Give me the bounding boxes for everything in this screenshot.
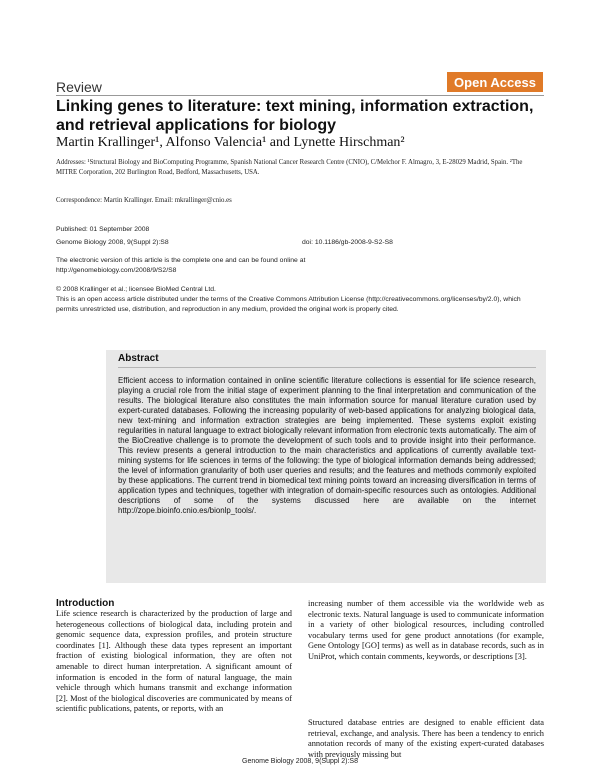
- section-label: Review: [56, 79, 102, 95]
- body-column-2-paragraph-2: Structured database entries are designed to enable efficient data retrieval, exchange, and analysis. There has been a tendency to enrich annotation records of many of the existing expert-curated databases with previously missing but: [308, 718, 544, 759]
- page-footer: Genome Biology 2008, 9(Suppl 2):S8: [242, 758, 358, 765]
- published-date: Published: 01 September 2008: [56, 226, 150, 233]
- article-title: Linking genes to literature: text mining, information extraction, and retrieval applications for biology: [56, 98, 534, 134]
- author-list: Martin Krallinger¹, Alfonso Valencia¹ and Lynette Hirschman²: [56, 135, 405, 150]
- license-text: This is an open access article distributed under the terms of the Creative Commons Attribution License (http://creativecommons.org/licenses/by/2.0), which permits unrestricted use, distribution, and reproduction in any medium, provided the original work is properly cited.: [56, 296, 521, 313]
- header-divider: [56, 95, 544, 96]
- body-column-1: Life science research is characterized by the production of large and heterogeneous collections of biological data, including protein and genomic sequence data, expression profiles, and protein structure coordinates [1]. Although these data types represent an important fraction of existing biological information, they are often not amenable to direct human interpretation. A significant amount of information is encoded in the form of natural language, the main vehicle through which humans transmit and exchange information [2]. Most of the biological discoveries are communicated by means of scientific publications, patents, or reports, with an: [56, 609, 292, 714]
- introduction-heading: Introduction: [56, 598, 115, 609]
- citation: Genome Biology 2008, 9(Suppl 2):S8: [56, 239, 169, 246]
- body-column-2-paragraph-1: increasing number of them accessible via the worldwide web as electronic texts. Natural language is used to communicate information in a variety of other biological resources, including controlled vocabulary terms used for gene product annotations (for example, Gene Ontology [GO] terms) as well as in database records, such as in UniProt, which contain comments, keywords, or descriptions [3].: [308, 599, 544, 661]
- abstract-text: Efficient access to information contained in online scientific literature collections is essential for life science research, playing a crucial role from the initial stage of experiment planning to the final interpretation and communication of the results. The biological literature also constitutes the main information source for manual literature curation used by expert-curated databases. Following the increasing popularity of web-based applications for analyzing biological data, new text-mining and information extraction strategies are being implemented. These systems exploit existing regularities in natural language to extract biologically relevant information from electronic texts automatically. The aim of the BioCreative challenge is to promote the development of such tools and to provide insight into their performance. This review presents a general introduction to the main characteristics and applications of currently available text-mining systems for life sciences in terms of the following: the type of biological information demands being addressed; the level of information granularity of both user queries and results; and the features and methods commonly exploited by these applications. The current trend in biomedical text mining points toward an increasing diversification in terms of application types and techniques, together with integration of domain-specific resources such as ontologies. Additional descriptions of some of the systems discussed here are available on the internet http://zope.bioinfo.cnio.es/bionlp_tools/.: [118, 376, 536, 515]
- abstract-heading: Abstract: [118, 353, 159, 364]
- open-access-badge: Open Access: [447, 72, 543, 92]
- abstract-divider: [118, 367, 536, 368]
- copyright: © 2008 Krallinger et al.; licensee BioMed Central Ltd.: [56, 286, 216, 293]
- electronic-version-note: The electronic version of this article is the complete one and can be found online at http://genomebiology.com/2008/9/S2/S8: [56, 257, 306, 274]
- doi: doi: 10.1186/gb-2008-9-S2-S8: [302, 239, 393, 246]
- correspondence: Correspondence: Martin Krallinger. Email: mkrallinger@cnio.es: [56, 197, 232, 204]
- author-addresses: Addresses: ¹Structural Biology and BioComputing Programme, Spanish National Cancer Research Centre (CNIO), C/Melchor F. Almagro, 3, E-28029 Madrid, Spain. ²The MITRE Corporation, 202 Burlington Road, Bedford, Massachusetts, USA.: [56, 159, 523, 176]
